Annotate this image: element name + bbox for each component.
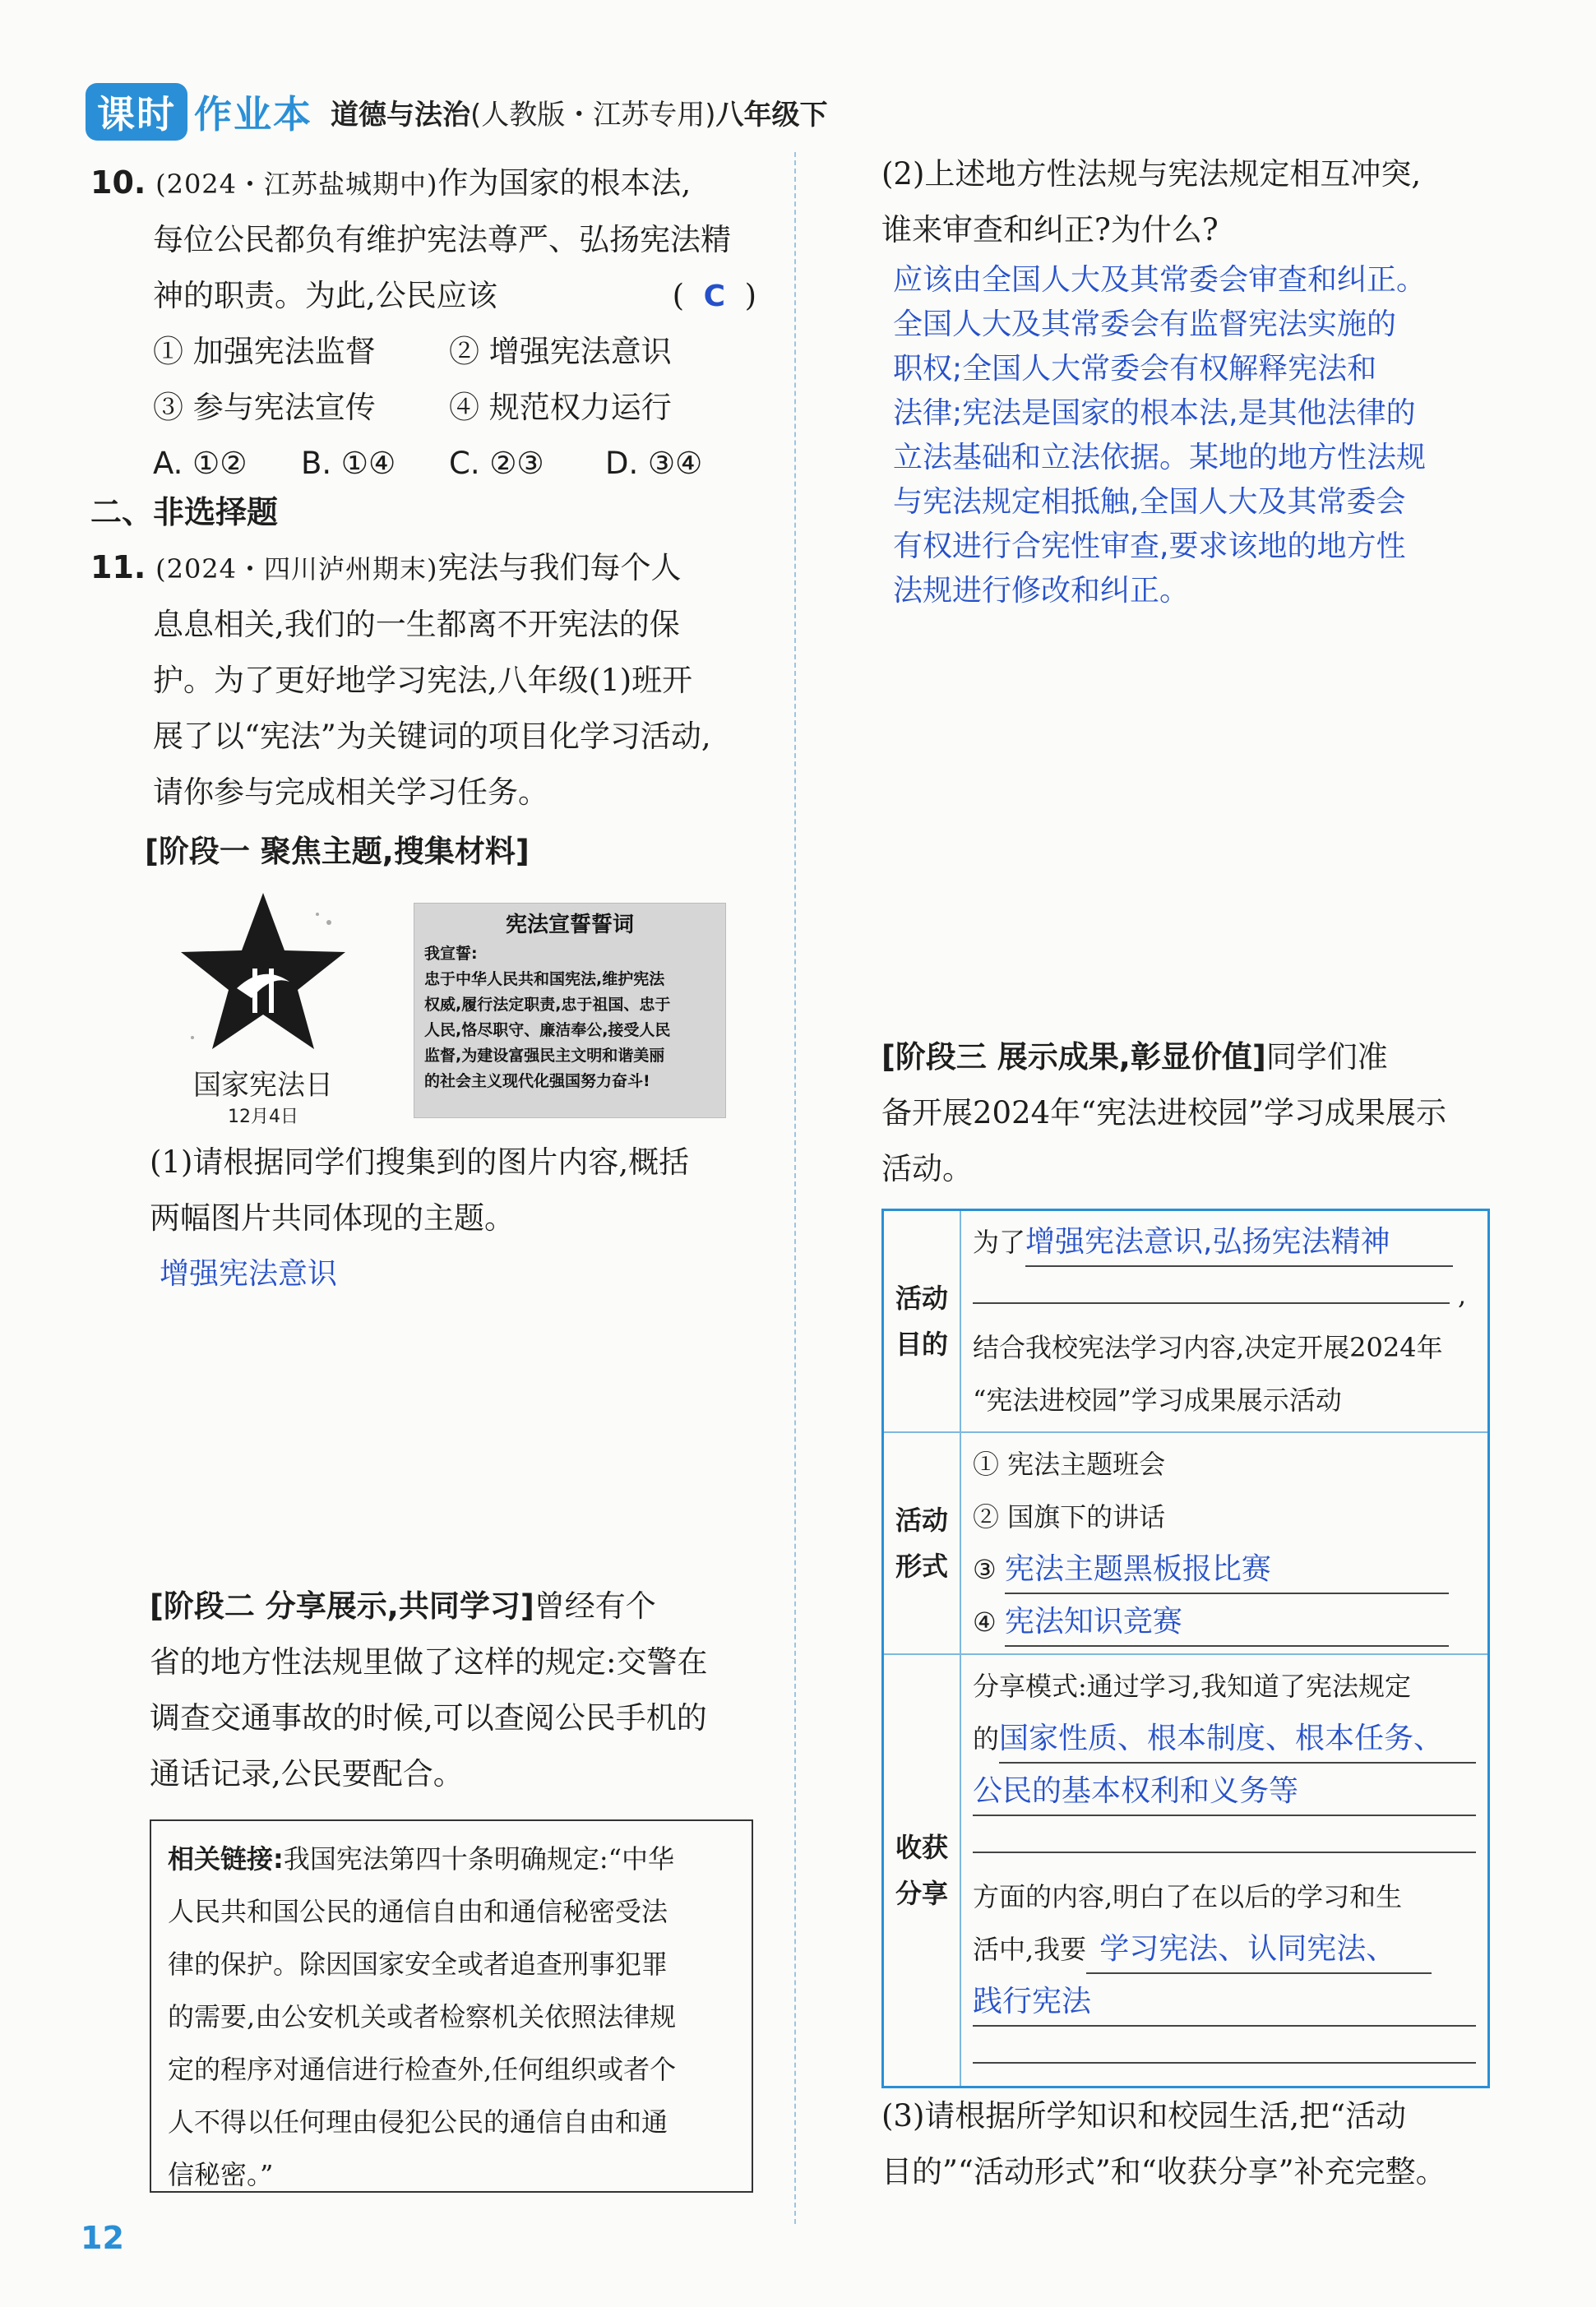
header-bar — [86, 82, 828, 141]
stage-3-title: [阶段三 展示成果,彰显价值] — [881, 1039, 1266, 1075]
question-number: 11. — [90, 549, 146, 585]
oath-image — [414, 903, 726, 1118]
stem-line: 息息相关,我们的一生都离不开宪法的保 — [153, 607, 680, 642]
question-10 — [90, 155, 773, 492]
stem-line: 宪法与我们每个人 — [437, 550, 682, 585]
stage-line: 曾经有个 — [534, 1588, 656, 1624]
question-11 — [90, 539, 773, 880]
gain-row — [883, 1654, 1489, 2087]
star-icon — [173, 890, 354, 1054]
column-divider — [794, 152, 796, 2224]
sub-question-3 — [881, 2088, 1523, 2200]
stem-line: 请你参与完成相关学习任务。 — [153, 774, 548, 810]
link-line: 的需要,由公安机关或者检察机关依照法律规 — [168, 2001, 677, 2032]
sub-question-line: 两幅图片共同体现的主题。 — [150, 1200, 515, 1236]
section-title: 二、非选择题 — [90, 494, 279, 530]
sub-question-line: 目的”“活动形式”和“收获分享”补充完整。 — [881, 2154, 1446, 2189]
blank-line — [973, 2031, 1476, 2064]
option-1: ① 加强宪法监督 — [153, 334, 376, 369]
gain-answer-3: 学习宪法、认同宪法、 — [1086, 1926, 1432, 1974]
stage-line: 通话记录,公民要配合。 — [150, 1756, 464, 1792]
link-label: 相关链接: — [168, 1843, 284, 1875]
oath-line: 人民,恪尽职守、廉洁奉公,接受人民 — [424, 1021, 671, 1039]
book-subject — [331, 92, 828, 132]
stem-line: 展了以“宪法”为关键词的项目化学习活动, — [153, 719, 711, 754]
form-answer-4: 宪法知识竞赛 — [1005, 1599, 1449, 1647]
stage-line: 省的地方性法规里做了这样的规定:交警在 — [150, 1644, 708, 1680]
link-line: 人不得以任何理由侵犯公民的通信自由和通 — [168, 2106, 668, 2138]
subject-name: 道德与法治 — [331, 98, 470, 132]
stem-line: 护。为了更好地学习宪法,八年级(1)班开 — [153, 663, 693, 698]
purpose-tail: 结合我校宪法学习内容,决定开展2024年 — [973, 1332, 1443, 1363]
answer-line: 职权;全国人大常委会有权解释宪法和 — [893, 352, 1377, 386]
option-4: ④ 规范权力运行 — [449, 390, 672, 425]
answer-line: 立法基础和立法依据。某地的地方性法规 — [893, 441, 1427, 474]
gain-line: 方面的内容,明白了在以后的学习和生 — [973, 1881, 1403, 1912]
stage-2-block — [150, 1579, 775, 1802]
answer-bracket: ( C ) — [672, 278, 756, 313]
answer-line: 与宪法规定相抵触,全国人大及其常委会 — [893, 485, 1406, 519]
gain-line: 分享模式:通过学习,我知道了宪法规定 — [973, 1671, 1411, 1702]
answer-line: 法规进行修改和纠正。 — [893, 574, 1190, 608]
form-cell: ① 宪法主题班会 ② 国旗下的讲话 ③ 宪法主题黑板报比赛 ④ 宪法知识竞赛 — [960, 1432, 1489, 1654]
answer-line: 应该由全国人大及其常委会审查和纠正。 — [893, 263, 1427, 297]
stage-1-title: [阶段一 聚焦主题,搜集材料] — [145, 834, 530, 869]
sub-question-line: 谁来审查和纠正?为什么? — [881, 212, 1219, 247]
link-line: 定的程序对通信进行检查外,任何组织或者个 — [168, 2054, 677, 2085]
oath-title: 宪法宣誓誓词 — [505, 913, 634, 937]
link-line: 信秘密。” — [168, 2159, 274, 2190]
link-line: 律的保护。除因国家安全或者追查刑事犯罪 — [168, 1949, 668, 1980]
sub2-answer — [881, 258, 1506, 613]
gain-label: 收获分享 — [883, 1654, 961, 2087]
sub-question-2 — [881, 146, 1506, 613]
oath-line: 监督,为建设富强民主文明和谐美丽 — [424, 1047, 665, 1065]
constitution-day-image — [173, 890, 354, 1127]
option-2: ② 增强宪法意识 — [449, 334, 672, 369]
sub-question-line: (3)请根据所学知识和校园生活,把“活动 — [881, 2098, 1407, 2134]
oath-line: 的社会主义现代化强国努力奋斗! — [424, 1072, 650, 1090]
form-item: ① 宪法主题班会 — [973, 1449, 1166, 1480]
stem-line: 神的职责。为此,公民应该 — [153, 278, 497, 313]
gain-answer-1: 国家性质、根本制度、根本任务、 — [999, 1716, 1476, 1764]
question-source: (2024・四川泸州期末) — [155, 553, 438, 585]
purpose-tail: “宪法进校园”学习成果展示活动 — [973, 1385, 1342, 1416]
purpose-label: 活动目的 — [883, 1210, 961, 1433]
gain-cell: 分享模式:通过学习,我知道了宪法规定 的国家性质、根本制度、根本任务、 公民的基本权利和义务等 方面的内容,明白了在以后的学习和生 活中,我要 学习宪法、认同宪法、 践行宪法 — [960, 1654, 1489, 2087]
choice-b: B. ①④ — [301, 446, 396, 481]
stage-line: 备开展2024年“宪法进校园”学习成果展示 — [881, 1095, 1446, 1130]
star-caption: 国家宪法日 — [193, 1069, 333, 1102]
brand-name: 作业本 — [194, 92, 312, 136]
form-item: ② 国旗下的讲话 — [973, 1501, 1166, 1533]
purpose-cell: 为了增强宪法意识,弘扬宪法精神 , 结合我校宪法学习内容,决定开展2024年 “宪法进校园”学习成果展示活动 — [960, 1210, 1489, 1433]
link-line: 人民共和国公民的通信自由和通信秘密受法 — [168, 1896, 668, 1927]
stage-3-block — [881, 1029, 1506, 1197]
purpose-answer: 增强宪法意识,弘扬宪法精神 — [1025, 1219, 1453, 1267]
sub-question-line: (1)请根据同学们搜集到的图片内容,概括 — [150, 1144, 690, 1180]
sub-question-line: (2)上述地方性法规与宪法规定相互冲突, — [881, 156, 1422, 192]
link-line: 我国宪法第四十条明确规定:“中华 — [283, 1843, 674, 1875]
choice-a: A. ①② — [153, 446, 247, 481]
sub-question-1 — [150, 1135, 775, 1302]
sub1-answer: 增强宪法意识 — [160, 1257, 338, 1291]
stage-line: 活动。 — [881, 1151, 973, 1186]
answer-choice: C — [703, 280, 726, 313]
question-number: 10. — [90, 164, 146, 201]
grade: 八年级下 — [715, 98, 828, 132]
form-label: 活动形式 — [883, 1432, 961, 1654]
stem-line: 每位公民都负有维护宪法尊严、弘扬宪法精 — [153, 222, 731, 257]
stage-2-title: [阶段二 分享展示,共同学习] — [150, 1588, 534, 1624]
form-row — [883, 1432, 1489, 1654]
oath-line: 忠于中华人民共和国宪法,维护宪法 — [424, 970, 665, 988]
answer-line: 有权进行合宪性审查,要求该地的地方性 — [893, 529, 1406, 563]
purpose-row — [883, 1210, 1489, 1433]
gain-answer-4: 践行宪法 — [973, 1979, 1476, 2027]
stage-line: 调查交通事故的时候,可以查阅公民手机的 — [150, 1700, 707, 1736]
oath-line: 我宣誓: — [424, 945, 478, 963]
blank-line — [973, 1820, 1476, 1853]
option-3: ③ 参与宪法宣传 — [153, 390, 376, 425]
activity-table — [881, 1209, 1490, 2088]
answer-line: 法律;宪法是国家的根本法,是其他法律的 — [893, 396, 1416, 430]
choice-d: D. ③④ — [605, 446, 703, 481]
oath-line: 权威,履行法定职责,忠于祖国、忠于 — [424, 996, 671, 1014]
star-date: 12月4日 — [228, 1107, 298, 1127]
brand-logo: 课时 — [86, 83, 187, 141]
stage-line: 同学们准 — [1265, 1039, 1388, 1075]
form-answer-3: 宪法主题黑板报比赛 — [1005, 1546, 1449, 1594]
stem-line: 作为国家的根本法, — [437, 165, 692, 201]
choice-c: C. ②③ — [449, 446, 544, 481]
gain-answer-2: 公民的基本权利和义务等 — [973, 1768, 1476, 1816]
related-link-box — [150, 1819, 753, 2193]
edition: (人教版・江苏专用) — [470, 98, 716, 132]
question-source: (2024・江苏盐城期中) — [155, 169, 438, 200]
answer-line: 全国人大及其常委会有监督宪法实施的 — [893, 307, 1397, 341]
page-number: 12 — [81, 2220, 124, 2256]
blank-line — [973, 1271, 1450, 1304]
